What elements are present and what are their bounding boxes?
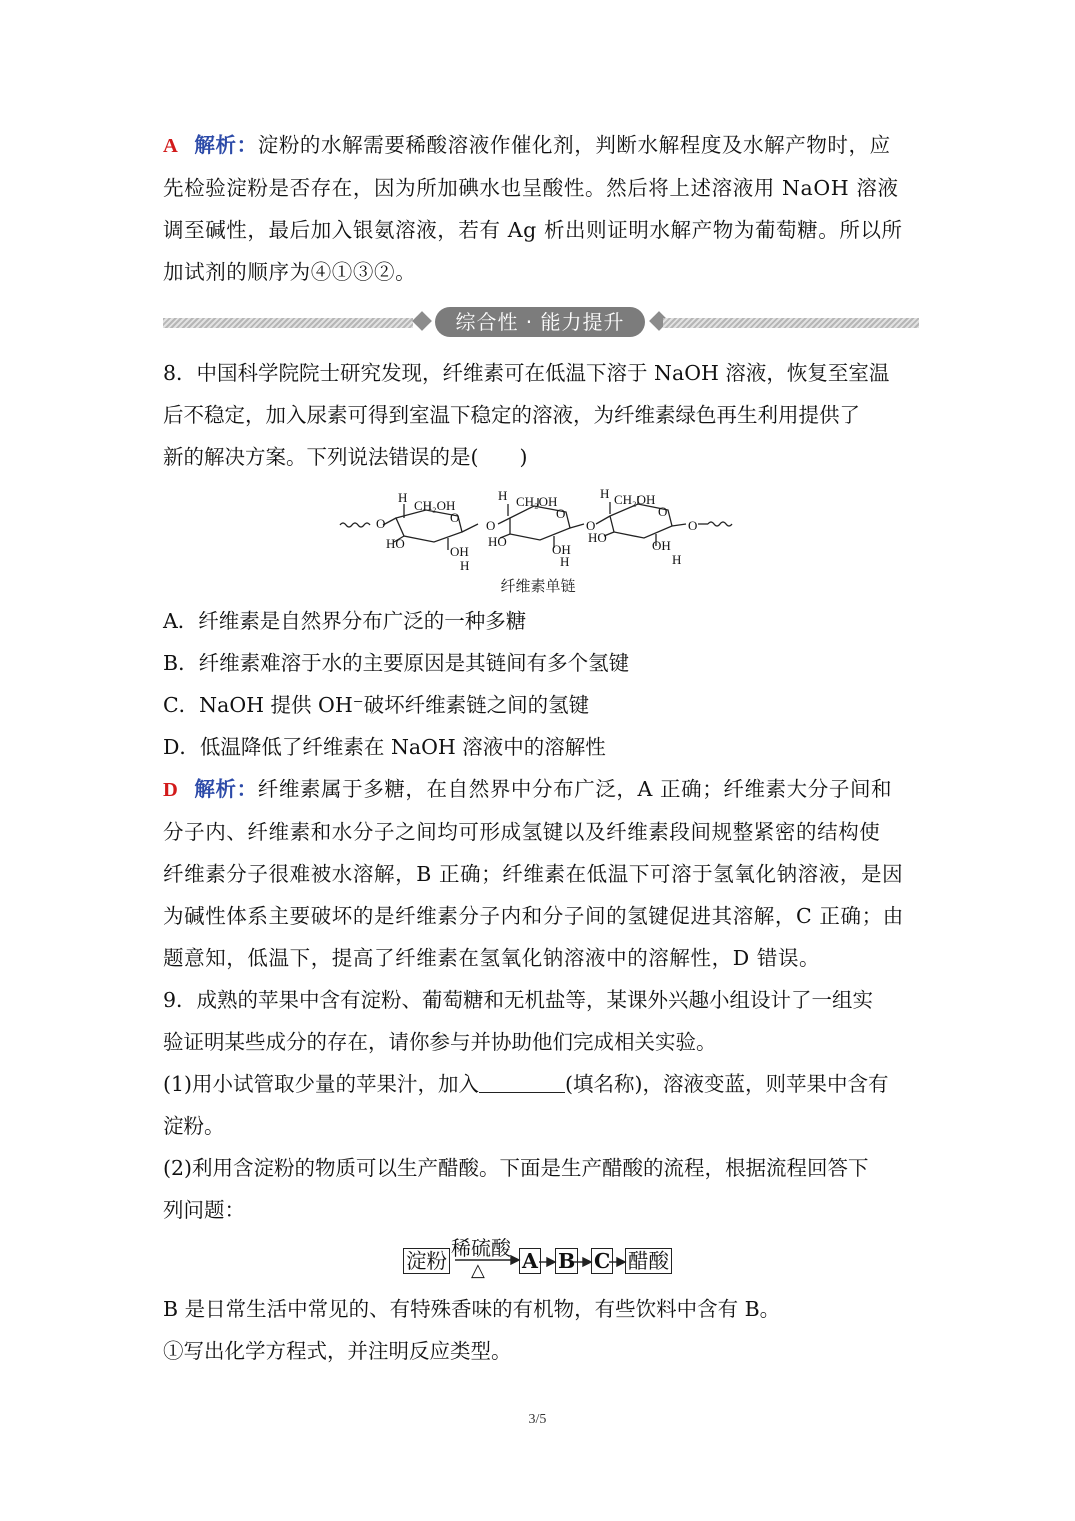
option-c: C．NaOH 提供 OH⁻破坏纤维素链之间的氢键 xyxy=(163,693,590,717)
explanation-line: 淀粉的水解需要稀酸溶液作催化剂，判断水解程度及水解产物时，应 xyxy=(257,133,891,157)
answer-letter: A xyxy=(163,135,179,157)
section-banner xyxy=(163,305,919,341)
flow-box-a: A xyxy=(519,1248,541,1274)
ch2oh-label: CH₂OH xyxy=(414,498,456,513)
flow-condition-top: 稀硫酸 xyxy=(451,1236,511,1260)
ring-oxygen-label: O xyxy=(450,510,460,525)
ring-oxygen-label: O xyxy=(556,506,566,521)
question-9-continuation xyxy=(163,1288,919,1372)
answer-7-explanation xyxy=(163,124,919,293)
hydroxyl-label: HO xyxy=(588,530,607,545)
ch2oh-label: CH₂OH xyxy=(614,492,656,507)
subquestion-2-line: 列问题： xyxy=(163,1198,245,1222)
ring-oxygen-label: O xyxy=(486,518,496,533)
explanation-line: 分子内、纤维素和水分子之间均可形成氢键以及纤维素段间规整紧密的结构使 xyxy=(163,820,881,844)
hydroxyl-label: HO xyxy=(488,534,507,549)
question-line: B 是日常生活中常见的、有特殊香味的有机物，有些饮料中含有 B。 xyxy=(163,1297,781,1321)
option-b: B．纤维素难溶于水的主要原因是其链间有多个氢键 xyxy=(163,651,630,675)
banner-diamond-left xyxy=(412,311,432,331)
question-8-stem xyxy=(163,352,919,478)
option-d: D．低温降低了纤维素在 NaOH 溶液中的溶解性 xyxy=(163,735,606,759)
question-8-options-and-q9 xyxy=(163,600,919,1231)
hydrogen-label: H xyxy=(672,552,682,567)
answer-blank[interactable] xyxy=(479,1070,565,1093)
page-number: 3/5 xyxy=(528,1412,547,1427)
option-a: A．纤维素是自然界分布广泛的一种多糖 xyxy=(163,609,527,633)
explanation-line: 调至碱性，最后加入银氨溶液，若有 Ag 析出则证明水解产物为葡萄糖。所以所 xyxy=(163,218,903,242)
flow-box-b: B xyxy=(555,1248,578,1274)
hydroxyl-label: HO xyxy=(386,536,405,551)
section-title: 综合性 · 能力提升 xyxy=(435,307,645,337)
flow-end-box: 醋酸 xyxy=(625,1248,672,1274)
question-line: 验证明某些成分的存在，请你参与并协助他们完成相关实验。 xyxy=(163,1030,717,1054)
hydrogen-label: H xyxy=(460,558,470,573)
subquestion-1-line2: 淀粉。 xyxy=(163,1114,225,1138)
banner-stripe-left xyxy=(163,318,413,328)
hydroxyl-label: OH xyxy=(652,538,671,553)
question-line: 9．成熟的苹果中含有淀粉、葡萄糖和无机盐等，某课外兴趣小组设计了一组实 xyxy=(163,988,874,1012)
explanation-line: 先检验淀粉是否存在，因为所加碘水也呈酸性。然后将上述溶液用 NaOH 溶液 xyxy=(163,176,899,200)
cellulose-chain-diagram xyxy=(338,480,738,580)
explanation-line: 纤维素属于多糖，在自然界中分布广泛，A 正确；纤维素大分子间和 xyxy=(257,777,893,801)
hydrogen-label: H xyxy=(600,486,610,501)
flow-start-box: 淀粉 xyxy=(403,1248,450,1274)
figure-caption: 纤维素单链 xyxy=(500,577,576,595)
explanation-line: 为碱性体系主要破坏的是纤维素分子内和分子间的氢键促进其溶解，C 正确；由 xyxy=(163,904,904,928)
explanation-line: 纤维素分子很难被水溶解，B 正确；纤维素在低温下可溶于氢氧化钠溶液，是因 xyxy=(163,862,904,886)
ch2oh-label: CH₂OH xyxy=(516,494,558,509)
question-line: 后不稳定，加入尿素可得到室温下稳定的溶液，为纤维素绿色再生利用提供了 xyxy=(163,403,860,427)
subquestion-1-suffix: (填名称)，溶液变蓝，则苹果中含有 xyxy=(565,1072,889,1096)
explanation-line: 题意知，低温下，提高了纤维素在氢氧化钠溶液中的溶解性，D 错误。 xyxy=(163,946,821,970)
acetic-acid-flow-diagram xyxy=(403,1236,703,1282)
hydrogen-label: H xyxy=(560,554,570,569)
explanation-line: 加试剂的顺序为④①③②。 xyxy=(163,260,417,284)
ring-oxygen-label: O xyxy=(688,518,698,533)
flow-condition-heat: △ xyxy=(471,1260,485,1281)
question-line: 8．中国科学院院士研究发现，纤维素可在低温下溶于 NaOH 溶液，恢复至室温 xyxy=(163,361,890,385)
explanation-label: 解析： xyxy=(194,777,258,801)
answer-letter: D xyxy=(163,779,179,801)
explanation-label: 解析： xyxy=(194,133,258,157)
ring-oxygen-label: O xyxy=(658,504,668,519)
question-line: ①写出化学方程式，并注明反应类型。 xyxy=(163,1339,512,1363)
ring-oxygen-label: O xyxy=(376,516,386,531)
banner-stripe-right xyxy=(663,318,919,328)
hydroxyl-label: OH xyxy=(450,544,469,559)
subquestion-2-line: (2)利用含淀粉的物质可以生产醋酸。下面是生产醋酸的流程，根据流程回答下 xyxy=(163,1156,869,1180)
subquestion-1-prefix: (1)用小试管取少量的苹果汁，加入 xyxy=(163,1072,480,1096)
hydrogen-label: H xyxy=(498,488,508,503)
ring-oxygen-label: O xyxy=(586,518,596,533)
hydroxyl-label: OH xyxy=(552,542,571,557)
hydrogen-label: H xyxy=(398,490,408,505)
question-line: 新的解决方案。下列说法错误的是( ) xyxy=(163,445,528,469)
flow-box-c: C xyxy=(591,1248,613,1274)
